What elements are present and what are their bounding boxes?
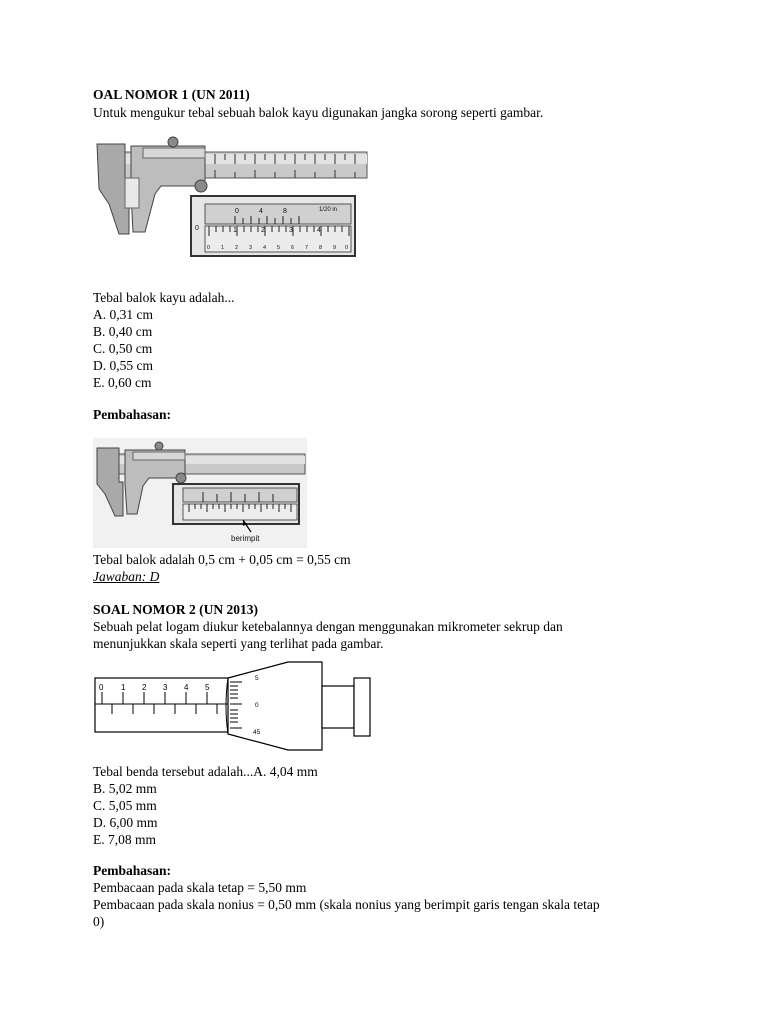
vernier-bottom-label: 8: [319, 245, 323, 251]
pembahasan2-heading: Pembahasan:: [93, 863, 172, 878]
soal2-intro-line2: menunjukkan skala seperti yang terlihat pada gambar.: [93, 636, 384, 651]
soal1-option-a: A. 0,31 cm: [93, 307, 153, 322]
vernier-solution-figure: [93, 438, 307, 548]
vernier-bottom-label: 0: [345, 245, 349, 251]
soal1-intro: Untuk mengukur tebal sebuah balok kayu digunakan jangka sorong seperti gambar.: [93, 105, 544, 120]
soal2-question: Tebal benda tersebut adalah...A. 4,04 mm: [93, 764, 318, 779]
unit-label: 1/20 in: [319, 207, 338, 213]
vernier-bottom-label: 6: [291, 245, 295, 251]
soal2-option-c: C. 5,05 mm: [93, 798, 157, 813]
sleeve-label: 1: [121, 683, 126, 692]
soal1-option-b: B. 0,40 cm: [93, 324, 153, 339]
soal2-option-d: D. 6,00 mm: [93, 815, 158, 830]
main-scale-label: 2: [261, 227, 265, 234]
vernier-bottom-label: 2: [235, 245, 239, 251]
micrometer-figure: [92, 658, 374, 756]
vernier-bottom-label: 5: [277, 245, 281, 251]
vernier-bottom-label: 4: [263, 245, 267, 251]
main-scale-label: 4: [317, 227, 321, 234]
soal1-option-d: D. 0,55 cm: [93, 358, 153, 373]
soal1-title: OAL NOMOR 1 (UN 2011): [93, 87, 250, 102]
vernier-label: 0: [235, 208, 239, 215]
pembahasan2-line1: Pembacaan pada skala tetap = 5,50 mm: [93, 880, 307, 895]
berimpit-label: berimpit: [231, 534, 260, 543]
vernier-label: 8: [283, 208, 287, 215]
soal2-intro-line1: Sebuah pelat logam diukur ketebalannya dengan menggunakan mikrometer sekrup dan: [93, 619, 563, 634]
vernier-bottom-label: 0: [207, 245, 211, 251]
pembahasan1-result: Tebal balok adalah 0,5 cm + 0,05 cm = 0,55 cm: [93, 552, 351, 567]
thimble-label: 0: [255, 702, 259, 709]
vernier-bottom-label: 3: [249, 245, 253, 251]
sleeve-label: 2: [142, 683, 147, 692]
soal1-question: Tebal balok kayu adalah...: [93, 290, 235, 305]
vernier-bottom-label: 1: [221, 245, 225, 251]
soal2-option-b: B. 5,02 mm: [93, 781, 157, 796]
thimble-label: 5: [255, 675, 259, 682]
pembahasan2-line3: 0): [93, 914, 105, 929]
thimble-label: 45: [253, 729, 261, 736]
pembahasan1-heading: Pembahasan:: [93, 407, 172, 422]
soal2-title: SOAL NOMOR 2 (UN 2013): [93, 602, 258, 617]
sleeve-label: 3: [163, 683, 168, 692]
soal2-option-e: E. 7,08 mm: [93, 832, 156, 847]
vernier-caliper-figure: [95, 134, 370, 258]
vernier-bottom-label: 7: [305, 245, 309, 251]
main-scale-label: 3: [289, 227, 293, 234]
main-scale-label: 0: [195, 225, 199, 232]
sleeve-label: 5: [205, 683, 210, 692]
soal1-option-e: E. 0,60 cm: [93, 375, 152, 390]
vernier-label: 4: [259, 208, 263, 215]
main-scale-label: 1: [233, 227, 237, 234]
sleeve-label: 0: [99, 683, 104, 692]
pembahasan1-answer: Jawaban: D: [93, 569, 160, 584]
soal1-option-c: C. 0,50 cm: [93, 341, 153, 356]
sleeve-label: 4: [184, 683, 189, 692]
vernier-bottom-label: 9: [333, 245, 337, 251]
pembahasan2-line2: Pembacaan pada skala nonius = 0,50 mm (skala nonius yang berimpit garis tengan skala tetap: [93, 897, 600, 912]
